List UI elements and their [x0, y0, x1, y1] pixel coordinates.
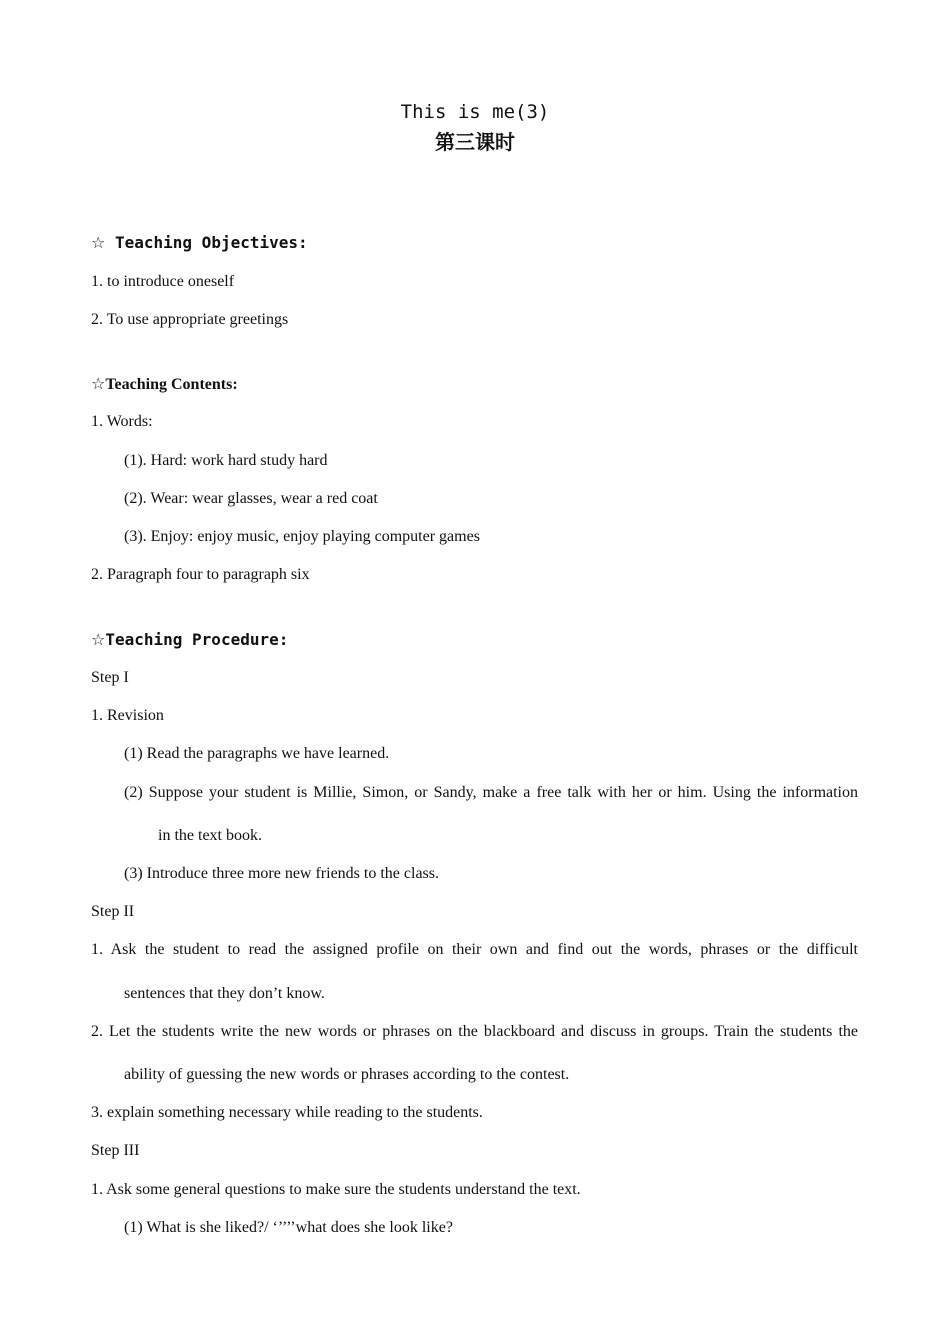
step-item: 1. Ask some general questions to make sure the students understand the text.	[91, 1181, 581, 1198]
step-item: 1. Revision	[91, 707, 164, 724]
step-item: 1. Ask the student to read the assigned profile on their own and find out the words, phrases or the difficult	[91, 941, 858, 958]
word-item: (1). Hard: work hard study hard	[124, 452, 328, 469]
objective-item: 1. to introduce oneself	[91, 273, 235, 290]
step-label: Step III	[91, 1142, 140, 1159]
step-subitem-continuation: in the text book.	[158, 827, 262, 844]
step-subitem: (2) Suppose your student is Millie, Simon, or Sandy, make a free talk with her or him. Using the information	[124, 784, 858, 801]
star-icon: ☆	[91, 233, 106, 252]
procedure-heading-text: Teaching Procedure:	[105, 630, 289, 649]
contents-item: 2. Paragraph four to paragraph six	[91, 566, 310, 583]
word-item: (3). Enjoy: enjoy music, enjoy playing computer games	[124, 528, 480, 545]
step-label: Step I	[91, 669, 129, 686]
document-subtitle: 第三课时	[435, 130, 515, 154]
step-label: Step II	[91, 903, 135, 920]
contents-heading-text: Teaching Contents:	[105, 376, 238, 393]
step-subitem: (1) What is she liked?/ ‘’’’’what does she look like?	[124, 1219, 453, 1236]
contents-heading	[91, 374, 238, 395]
star-icon: ☆	[91, 630, 106, 649]
objectives-heading-text: Teaching Objectives:	[114, 233, 308, 252]
step-subitem: (3) Introduce three more new friends to the class.	[124, 865, 439, 882]
document-title: This is me(3)	[400, 101, 550, 123]
step-subitem: (1) Read the paragraphs we have learned.	[124, 745, 390, 762]
step-item: 2. Let the students write the new words or phrases on the blackboard and discuss in groups. Train the students the	[91, 1023, 858, 1040]
word-item: (2). Wear: wear glasses, wear a red coat	[124, 490, 378, 507]
star-icon: ☆	[91, 374, 106, 393]
objective-item: 2. To use appropriate greetings	[91, 311, 289, 328]
step-item-continuation: ability of guessing the new words or phrases according to the contest.	[124, 1066, 570, 1083]
procedure-heading	[91, 630, 288, 650]
step-item: 3. explain something necessary while reading to the students.	[91, 1104, 483, 1121]
step-item-continuation: sentences that they don’t know.	[124, 985, 325, 1002]
objectives-heading	[91, 233, 308, 253]
contents-item: 1. Words:	[91, 413, 153, 430]
